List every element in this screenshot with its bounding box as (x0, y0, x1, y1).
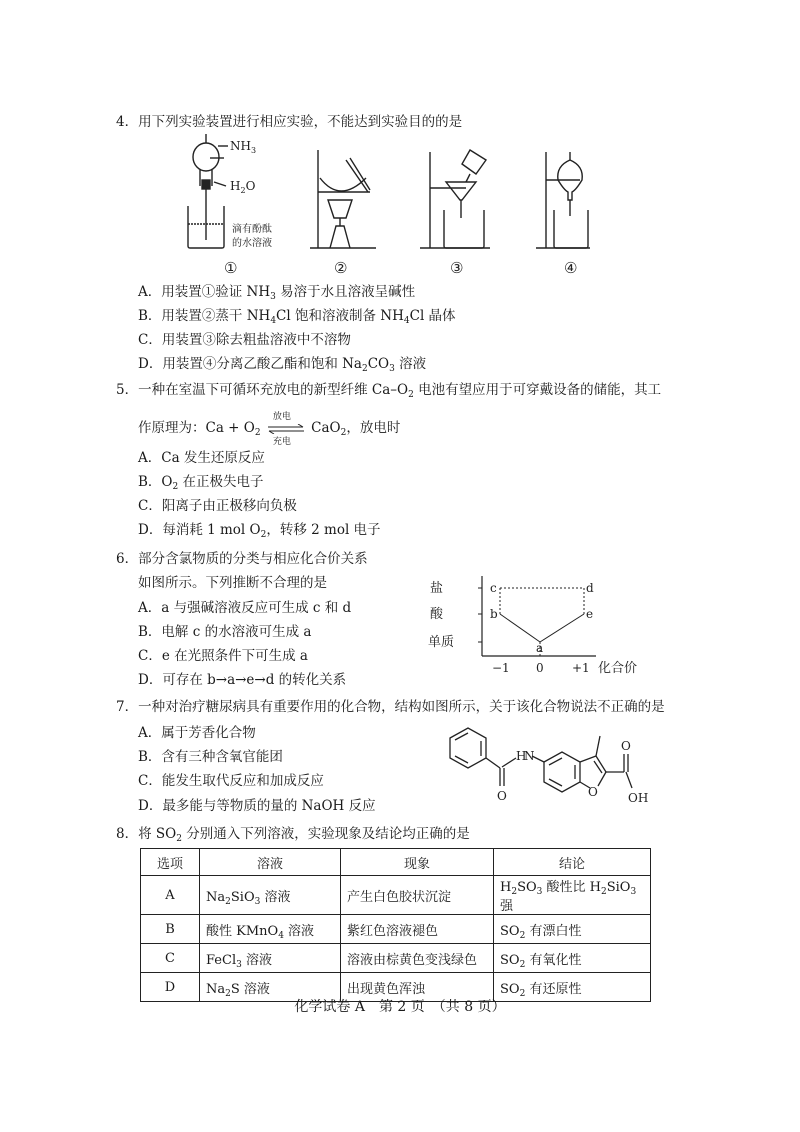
acid-oh-label: OH (628, 791, 649, 805)
q6-option-c: C．e 在光照条件下可生成 a (138, 648, 308, 664)
q4-number: 4． (116, 114, 139, 130)
q6-stem-line2: 如图所示。下列推断不合理的是 (138, 575, 327, 591)
q4-stem: 4．用下列实验装置进行相应实验，不能达到实验目的的是 (116, 114, 463, 130)
q8-table (140, 848, 651, 1002)
q4-option-b: B．用装置②蒸干 $NH_4Cl$ 饱和溶液制备 $NH_4Cl$ 晶体 (138, 308, 456, 326)
q4-apparatus-diagram (170, 130, 610, 278)
q8-number: 8． (116, 826, 139, 842)
q4-option-d: D．用装置④分离乙酸乙酯和饱和 $Na_2CO_3$ 溶液 (138, 356, 427, 374)
table-header-row (141, 849, 651, 876)
reaction-arrow: 放电 充电 (267, 421, 305, 437)
q7-option-a: A．属于芳香化合物 (138, 725, 256, 741)
nh-label-h: H (516, 749, 527, 763)
q8-stem: 8．将 $SO_2$ 分别通入下列溶液，实验现象及结论均正确的是 (116, 826, 470, 844)
point-e: e (586, 607, 594, 621)
apparatus-1 (188, 134, 228, 248)
table-row: D $Na_2S$ 溶液 出现黄色浑浊 $SO_2$ 有还原性 (141, 973, 651, 1002)
nh-label-n: N (524, 749, 535, 763)
caption-4: ④ (564, 259, 578, 277)
q7-option-c: C．能发生取代反应和加成反应 (138, 773, 324, 789)
q5-number: 5． (116, 382, 139, 398)
point-d: d (586, 581, 594, 595)
q6-option-a: A．a 与强碱溶液反应可生成 c 和 d (138, 600, 352, 616)
q7-option-d: D．最多能与等物质的量的 NaOH 反应 (138, 798, 376, 814)
table-row: B 酸性 KMnO$_4$ 溶液 紫红色溶液褪色 $SO_2$ 有漂白性 (141, 915, 651, 944)
beaker-label-1: 滴有酚酞 (232, 224, 272, 235)
x-tick-plus1: +1 (572, 661, 590, 675)
nh3-label: $NH_3$ (230, 139, 257, 155)
apparatus-4 (536, 152, 590, 248)
q6-option-d: D．可存在 b→a→e→d 的转化关系 (138, 672, 347, 688)
q6-option-b: B．电解 c 的水溶液可生成 a (138, 624, 312, 640)
y-label-salt: 盐 (430, 581, 444, 596)
header-option: 选项 (141, 849, 200, 876)
q5-option-d: D．每消耗 1 mol $O_2$，转移 2 mol 电子 (138, 522, 381, 540)
page-footer: 化学试卷 A 第 2 页 （共 8 页） (294, 999, 506, 1015)
apparatus-2 (310, 150, 376, 248)
x-tick-0: 0 (536, 661, 544, 675)
furan-o-label: O (588, 785, 598, 799)
table-row: C FeCl$_3$ 溶液 溶液由棕黄色变浅绿色 $SO_2$ 有氧化性 (141, 944, 651, 973)
q7-number: 7． (116, 699, 139, 715)
q7-option-b: B．含有三种含氧官能团 (138, 749, 283, 765)
header-phenomenon: 现象 (341, 849, 494, 876)
q6-number: 6． (116, 551, 139, 567)
q5-stem-line1: 5．一种在室温下可循环充放电的新型纤维 $Ca-O_2$ 电池有望应用于可穿戴设备的储能，其工 (116, 382, 662, 400)
y-label-element: 单质 (428, 635, 455, 650)
caption-3: ③ (450, 259, 464, 277)
point-b: b (490, 607, 498, 621)
q6-stem-line1: 6．部分含氯物质的分类与相应化合价关系 (116, 551, 368, 567)
q5-stem-line2: 作原理为：$Ca + O_2$ 放电 充电 CaO$_2$，放电时 (138, 411, 401, 447)
q4-option-a: A．用装置①验证 $NH_3$ 易溶于水且溶液呈碱性 (138, 284, 416, 302)
header-conclusion: 结论 (494, 849, 651, 876)
apparatus-3 (420, 150, 490, 248)
caption-2: ② (334, 259, 348, 277)
q4-option-c: C．用装置③除去粗盐溶液中不溶物 (138, 332, 351, 348)
q5-option-c: C．阳离子由正极移向负极 (138, 498, 297, 514)
y-label-acid: 酸 (430, 607, 444, 622)
carbonyl-o-label: O (497, 789, 507, 803)
x-axis-label: 化合价 (598, 661, 638, 676)
q5-option-a: A．Ca 发生还原反应 (138, 450, 265, 466)
q7-structure-diagram (420, 718, 660, 818)
h2o-label: $H_2O$ (230, 179, 256, 195)
acid-o-label: O (621, 739, 631, 753)
q7-stem: 7．一种对治疗糖尿病具有重要作用的化合物，结构如图所示，关于该化合物说法不正确的是 (116, 699, 665, 715)
table-row: A $Na_2SiO_3$ 溶液 产生白色胶状沉淀 $H_2SO_3$ 酸性比 $H_2SiO_3$ 强 (141, 876, 651, 915)
q5-option-b: B．$O_2$ 在正极失电子 (138, 474, 264, 492)
x-tick-minus1: −1 (492, 661, 510, 675)
point-c: c (490, 581, 497, 595)
point-a: a (536, 641, 544, 655)
q6-valence-graph (420, 572, 650, 678)
caption-1: ① (224, 259, 238, 277)
header-solution: 溶液 (200, 849, 341, 876)
beaker-label-2: 的水溶液 (232, 238, 272, 249)
